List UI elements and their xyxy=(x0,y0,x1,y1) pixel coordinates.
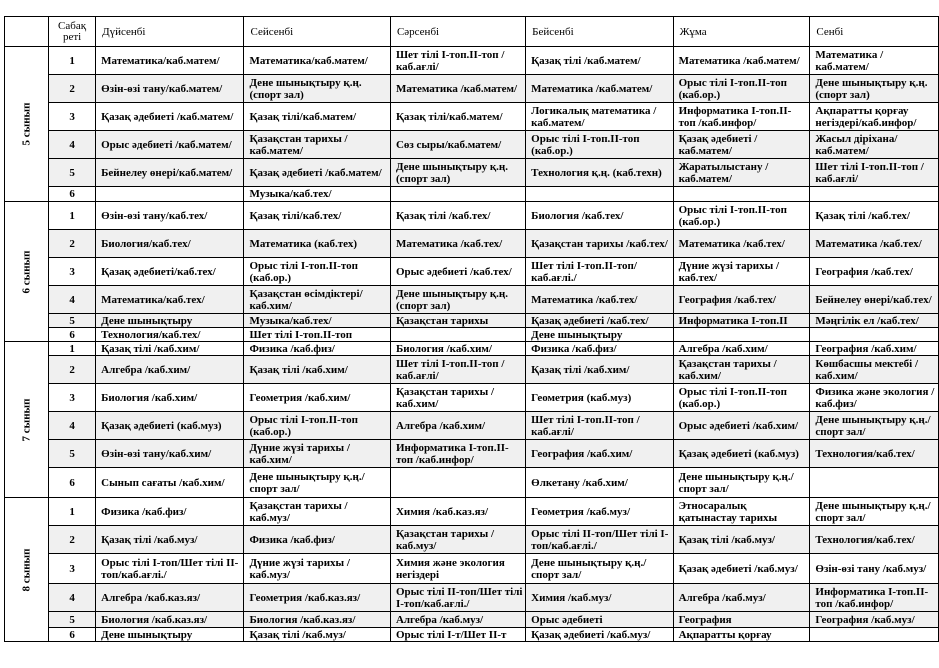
lesson-number: 5 xyxy=(49,314,96,328)
lesson-cell: Дүние жүзі тарихы /каб.муз/ xyxy=(244,554,390,584)
lesson-cell: Технология/каб.тех/ xyxy=(810,440,939,468)
lesson-number: 5 xyxy=(49,612,96,628)
lesson-cell: География /каб.муз/ xyxy=(810,612,939,628)
lesson-cell: Дүние жүзі тарихы /каб.хим/ xyxy=(244,440,390,468)
lesson-number: 2 xyxy=(49,356,96,384)
lesson-cell: Қазақ әдебиеті /каб.матем/ xyxy=(96,103,244,131)
lesson-cell: Қазақ тілі/каб.матем/ xyxy=(390,103,525,131)
lesson-cell: Қазақстан тарихы /каб.хим/ xyxy=(673,356,810,384)
lesson-cell: Алгебра /каб.хим/ xyxy=(96,356,244,384)
lesson-cell: Дене шынықтыру қ.ң.(спорт зал) xyxy=(390,286,525,314)
grade-label: 5 сынып xyxy=(20,102,33,146)
lesson-cell: Қазақ тілі /каб.хим/ xyxy=(96,342,244,356)
lesson-cell: География /каб.тех/ xyxy=(810,258,939,286)
lesson-cell xyxy=(673,187,810,202)
lesson-cell: Дене шынықтыру xyxy=(526,328,673,342)
lesson-cell: Қазақстан тарихы xyxy=(390,314,525,328)
lesson-row xyxy=(5,554,939,584)
lesson-cell: Геометрия (каб.муз) xyxy=(526,384,673,412)
lesson-number: 3 xyxy=(49,103,96,131)
lesson-cell: Физика /каб.физ/ xyxy=(244,526,390,554)
lesson-cell: Алгебра /каб.каз.яз/ xyxy=(96,584,244,612)
lesson-cell: Математика/каб.матем/ xyxy=(96,47,244,75)
lesson-number: 3 xyxy=(49,258,96,286)
lesson-cell: Этносаралық қатынастау тарихы xyxy=(673,498,810,526)
lesson-cell: Математика /каб.матем/ xyxy=(810,47,939,75)
lesson-cell: Математика (каб.тех) xyxy=(244,230,390,258)
lesson-cell: Орыс тілі І-топ/Шет тілі ІІ-топ/каб.ағлі./ xyxy=(96,554,244,584)
lesson-cell: География /каб.тех/ xyxy=(673,286,810,314)
lesson-cell: Музыка/каб.тех/ xyxy=(244,314,390,328)
lesson-row xyxy=(5,498,939,526)
lesson-cell: Қазақ тілі /каб.матем/ xyxy=(526,47,673,75)
lesson-cell: Дене шынықтыру қ.ң./спорт зал/ xyxy=(244,468,390,498)
lesson-cell: Алгебра /каб.муз/ xyxy=(390,612,525,628)
lesson-cell: Орыс тілі І-топ.ІІ-топ (каб.ор.) xyxy=(673,202,810,230)
header-lesson-order: Сабақ реті xyxy=(49,17,96,47)
lesson-cell: Дене шынықтыру қ.ң.(спорт зал) xyxy=(810,75,939,103)
lesson-cell: Қазақ тілі/каб.матем/ xyxy=(244,103,390,131)
lesson-cell: Ақпаратты қорғау xyxy=(673,628,810,642)
lesson-cell: Өлкетану /каб.хим/ xyxy=(526,468,673,498)
lesson-cell xyxy=(390,328,525,342)
lesson-cell: Дене шынықтыру қ.ң.(спорт зал) xyxy=(390,159,525,187)
lesson-cell: Информатика І-топ.ІІ-топ /каб.инфор/ xyxy=(810,584,939,612)
lesson-cell: Өзін-өзі тану/каб.тех/ xyxy=(96,202,244,230)
lesson-cell: Математика /каб.тех/ xyxy=(810,230,939,258)
lesson-cell: Орыс әдебиеті /каб.матем/ xyxy=(96,131,244,159)
lesson-cell: Математика /каб.тех/ xyxy=(390,230,525,258)
lesson-cell: Биология /каб.каз.яз/ xyxy=(96,612,244,628)
lesson-number: 3 xyxy=(49,384,96,412)
lesson-row xyxy=(5,202,939,230)
lesson-row xyxy=(5,356,939,384)
lesson-cell: Орыс тілі І-топ.ІІ-топ (каб.ор.) xyxy=(526,131,673,159)
lesson-cell: Шет тілі І-топ.ІІ-топ /каб.ағлі/ xyxy=(390,356,525,384)
lesson-cell: Қазақстан өсімдіктері/каб.хим/ xyxy=(244,286,390,314)
lesson-cell: Жаратылыстану /каб.матем/ xyxy=(673,159,810,187)
lesson-cell: Орыс әдебиеті xyxy=(526,612,673,628)
lesson-cell: Қазақ әдебиеті /каб.муз/ xyxy=(526,628,673,642)
lesson-cell: Қазақстан тарихы /каб.тех/ xyxy=(526,230,673,258)
lesson-cell: Қазақстан тарихы /каб.хим/ xyxy=(390,384,525,412)
lesson-cell: Сөз сыры/каб.матем/ xyxy=(390,131,525,159)
lesson-cell: Қазақстан тарихы /каб.муз/ xyxy=(244,498,390,526)
lesson-cell: География /каб.хим/ xyxy=(526,440,673,468)
lesson-number: 1 xyxy=(49,498,96,526)
lesson-cell: Физика /каб.физ/ xyxy=(96,498,244,526)
lesson-cell: Физика /каб.физ/ xyxy=(526,342,673,356)
lesson-cell: Химия /каб.каз.яз/ xyxy=(390,498,525,526)
lesson-row xyxy=(5,258,939,286)
lesson-number: 6 xyxy=(49,628,96,642)
lesson-cell: Орыс тілі ІІ-топ/Шет тілі І-топ/каб.ағлі./ xyxy=(390,584,525,612)
lesson-row xyxy=(5,47,939,75)
lesson-cell: Орыс әдебиеті /каб.тех/ xyxy=(390,258,525,286)
lesson-cell: Математика /каб.тех/ xyxy=(526,286,673,314)
lesson-cell: Математика/каб.матем/ xyxy=(244,47,390,75)
lesson-cell: Химия /каб.муз/ xyxy=(526,584,673,612)
lesson-cell: Дене шынықтыру xyxy=(96,314,244,328)
lesson-cell: Қазақ тілі /каб.муз/ xyxy=(244,628,390,642)
lesson-cell: Қазақстан тарихы /каб.матем/ xyxy=(244,131,390,159)
lesson-cell: Геометрия /каб.муз/ xyxy=(526,498,673,526)
lesson-number: 5 xyxy=(49,159,96,187)
header-day-thursday: Бейсенбі xyxy=(526,17,673,47)
lesson-cell: Биология /каб.тех/ xyxy=(526,202,673,230)
lesson-row xyxy=(5,103,939,131)
lesson-cell: Жасыл діріхана/каб.матем/ xyxy=(810,131,939,159)
lesson-number: 6 xyxy=(49,468,96,498)
lesson-cell xyxy=(390,187,525,202)
lesson-cell: Орыс әдебиеті /каб.хим/ xyxy=(673,412,810,440)
lesson-number: 6 xyxy=(49,187,96,202)
lesson-row xyxy=(5,440,939,468)
lesson-number: 4 xyxy=(49,412,96,440)
timetable xyxy=(4,16,939,642)
lesson-cell: Шет тілі І-топ.ІІ-топ/каб.ағлі./ xyxy=(526,258,673,286)
lesson-cell: Математика /каб.матем/ xyxy=(390,75,525,103)
lesson-cell: Геометрия /каб.хим/ xyxy=(244,384,390,412)
lesson-row xyxy=(5,612,939,628)
lesson-cell: Қазақ әдебиеті (каб.муз) xyxy=(673,440,810,468)
lesson-cell: Биология /каб.хим/ xyxy=(390,342,525,356)
lesson-cell: Технология/каб.тех/ xyxy=(810,526,939,554)
lesson-row xyxy=(5,75,939,103)
lesson-cell xyxy=(390,468,525,498)
lesson-cell: Шет тілі І-топ.ІІ-топ xyxy=(244,328,390,342)
lesson-cell: Математика/каб.тех/ xyxy=(96,286,244,314)
grade-label-cell xyxy=(5,498,49,642)
grade-label: 8 сынып xyxy=(20,548,33,591)
lesson-cell: Көшбасшы мектебі /каб.хим/ xyxy=(810,356,939,384)
lesson-cell: Геометрия /каб.каз.яз/ xyxy=(244,584,390,612)
lesson-cell: Өзін-өзі тану/каб.хим/ xyxy=(96,440,244,468)
lesson-cell: Дене шынықтыру қ.ң./спорт зал/ xyxy=(810,412,939,440)
lesson-cell: Дене шынықтыру xyxy=(96,628,244,642)
lesson-cell: Математика /каб.матем/ xyxy=(673,47,810,75)
lesson-cell: Дене шынықтыру қ.ң./спорт зал/ xyxy=(810,498,939,526)
lesson-cell: География xyxy=(673,612,810,628)
lesson-cell: Химия және экология негіздері xyxy=(390,554,525,584)
lesson-cell: Орыс тілі ІІ-топ/Шет тілі І-топ/каб.ағлі./ xyxy=(526,526,673,554)
lesson-cell xyxy=(810,628,939,642)
lesson-cell: Алгебра /каб.муз/ xyxy=(673,584,810,612)
lesson-cell: Информатика І-топ.ІІ-топ /каб.инфор/ xyxy=(673,103,810,131)
lesson-cell: Қазақ тілі /каб.муз/ xyxy=(96,526,244,554)
lesson-row xyxy=(5,584,939,612)
lesson-cell: Шет тілі І-топ.ІІ-топ /каб.ағлі/ xyxy=(390,47,525,75)
lesson-cell: Қазақ тілі /каб.тех/ xyxy=(810,202,939,230)
header-day-friday: Жұма xyxy=(673,17,810,47)
lesson-cell: Алгебра /каб.хим/ xyxy=(390,412,525,440)
lesson-cell xyxy=(96,187,244,202)
lesson-cell: Информатика І-топ.ІІ-топ /каб.инфор/ xyxy=(390,440,525,468)
lesson-cell: Орыс тілі І-топ.ІІ-топ (каб.ор.) xyxy=(673,384,810,412)
lesson-cell: Алгебра /каб.хим/ xyxy=(673,342,810,356)
lesson-cell: Қазақстан тарихы /каб.муз/ xyxy=(390,526,525,554)
lesson-row xyxy=(5,314,939,328)
lesson-cell: Дүние жүзі тарихы /каб.тех/ xyxy=(673,258,810,286)
grade-label-cell xyxy=(5,47,49,202)
lesson-row xyxy=(5,230,939,258)
lesson-cell: Биология /каб.хим/ xyxy=(96,384,244,412)
lesson-cell: Қазақ әдебиеті /каб.матем/ xyxy=(244,159,390,187)
lesson-cell: Информатика І-топ.ІІ xyxy=(673,314,810,328)
lesson-row xyxy=(5,342,939,356)
lesson-cell: Шет тілі І-топ.ІІ-топ /каб.ағлі/ xyxy=(526,412,673,440)
lesson-cell: Биология /каб.каз.яз/ xyxy=(244,612,390,628)
lesson-number: 4 xyxy=(49,131,96,159)
lesson-cell: Орыс тілі І-топ.ІІ-топ (каб.ор.) xyxy=(244,412,390,440)
header-row xyxy=(5,17,939,47)
lesson-cell: Математика /каб.тех/ xyxy=(673,230,810,258)
lesson-cell: Физика /каб.физ/ xyxy=(244,342,390,356)
lesson-number: 2 xyxy=(49,75,96,103)
lesson-cell xyxy=(810,468,939,498)
lesson-cell: Бейнелеу өнері/каб.тех/ xyxy=(810,286,939,314)
lesson-cell: Қазақ тілі /каб.тех/ xyxy=(390,202,525,230)
lesson-cell: Қазақ әдебиеті /каб.матем/ xyxy=(673,131,810,159)
lesson-cell xyxy=(810,187,939,202)
grade-label-cell xyxy=(5,342,49,498)
lesson-number: 3 xyxy=(49,554,96,584)
lesson-cell: Физика және экология /каб.физ/ xyxy=(810,384,939,412)
header-corner xyxy=(5,17,49,47)
lesson-cell xyxy=(526,187,673,202)
lesson-cell: Қазақ тілі /каб.муз/ xyxy=(673,526,810,554)
grade-label: 7 сынып xyxy=(20,398,33,441)
lesson-cell: Өзін-өзі тану /каб.муз/ xyxy=(810,554,939,584)
lesson-cell: Қазақ әдебиеті /каб.муз/ xyxy=(673,554,810,584)
grade-label-cell xyxy=(5,202,49,342)
lesson-cell: Мәңгілік ел /каб.тех/ xyxy=(810,314,939,328)
header-day-monday: Дүйсенбі xyxy=(96,17,244,47)
lesson-cell: Өзін-өзі тану/каб.матем/ xyxy=(96,75,244,103)
lesson-row xyxy=(5,412,939,440)
lesson-number: 5 xyxy=(49,440,96,468)
lesson-number: 1 xyxy=(49,47,96,75)
lesson-cell: География /каб.хим/ xyxy=(810,342,939,356)
lesson-cell: Орыс тілі І-топ.ІІ-топ (каб.ор.) xyxy=(673,75,810,103)
lesson-cell: Қазақ әдебиеті/каб.тех/ xyxy=(96,258,244,286)
lesson-cell: Математика /каб.матем/ xyxy=(526,75,673,103)
lesson-number: 1 xyxy=(49,342,96,356)
lesson-cell: Орыс тілі І-т/Шет ІІ-т xyxy=(390,628,525,642)
lesson-cell: Қазақ әдебиеті /каб.тех/ xyxy=(526,314,673,328)
lesson-cell: Бейнелеу өнері/каб.матем/ xyxy=(96,159,244,187)
lesson-number: 1 xyxy=(49,202,96,230)
lesson-cell: Биология/каб.тех/ xyxy=(96,230,244,258)
header-day-wednesday: Сәрсенбі xyxy=(390,17,525,47)
lesson-row xyxy=(5,159,939,187)
lesson-row xyxy=(5,131,939,159)
lesson-cell: Музыка/каб.тех/ xyxy=(244,187,390,202)
lesson-row xyxy=(5,384,939,412)
lesson-cell: Шет тілі І-топ.ІІ-топ /каб.ағлі/ xyxy=(810,159,939,187)
lesson-number: 4 xyxy=(49,286,96,314)
lesson-cell: Технология/каб.тех/ xyxy=(96,328,244,342)
lesson-number: 2 xyxy=(49,526,96,554)
lesson-cell xyxy=(673,328,810,342)
header-day-saturday: Сенбі xyxy=(810,17,939,47)
lesson-number: 2 xyxy=(49,230,96,258)
lesson-cell: Дене шынықтыру қ.ң./спорт зал/ xyxy=(673,468,810,498)
lesson-row xyxy=(5,187,939,202)
lesson-row xyxy=(5,526,939,554)
lesson-row xyxy=(5,468,939,498)
header-day-tuesday: Сейсенбі xyxy=(244,17,390,47)
lesson-cell: Технология қ.ң. (каб.техн) xyxy=(526,159,673,187)
lesson-cell: Дене шынықтыру қ.ң./спорт зал/ xyxy=(526,554,673,584)
lesson-row xyxy=(5,328,939,342)
lesson-cell xyxy=(810,328,939,342)
grade-label: 6 сынып xyxy=(20,250,33,293)
lesson-cell: Орыс тілі І-топ.ІІ-топ (каб.ор.) xyxy=(244,258,390,286)
lesson-cell: Қазақ әдебиеті (каб.муз) xyxy=(96,412,244,440)
lesson-cell: Сынып сағаты /каб.хим/ xyxy=(96,468,244,498)
lesson-cell: Ақпаратты қорғау негіздері/каб.инфор/ xyxy=(810,103,939,131)
lesson-cell: Дене шынықтыру қ.ң. (спорт зал) xyxy=(244,75,390,103)
lesson-cell: Логикалық математика /каб.матем/ xyxy=(526,103,673,131)
lesson-cell: Қазақ тілі /каб.хим/ xyxy=(244,356,390,384)
lesson-row xyxy=(5,628,939,642)
lesson-number: 4 xyxy=(49,584,96,612)
lesson-cell: Қазақ тілі/каб.тех/ xyxy=(244,202,390,230)
lesson-number: 6 xyxy=(49,328,96,342)
lesson-row xyxy=(5,286,939,314)
lesson-cell: Қазақ тілі /каб.хим/ xyxy=(526,356,673,384)
